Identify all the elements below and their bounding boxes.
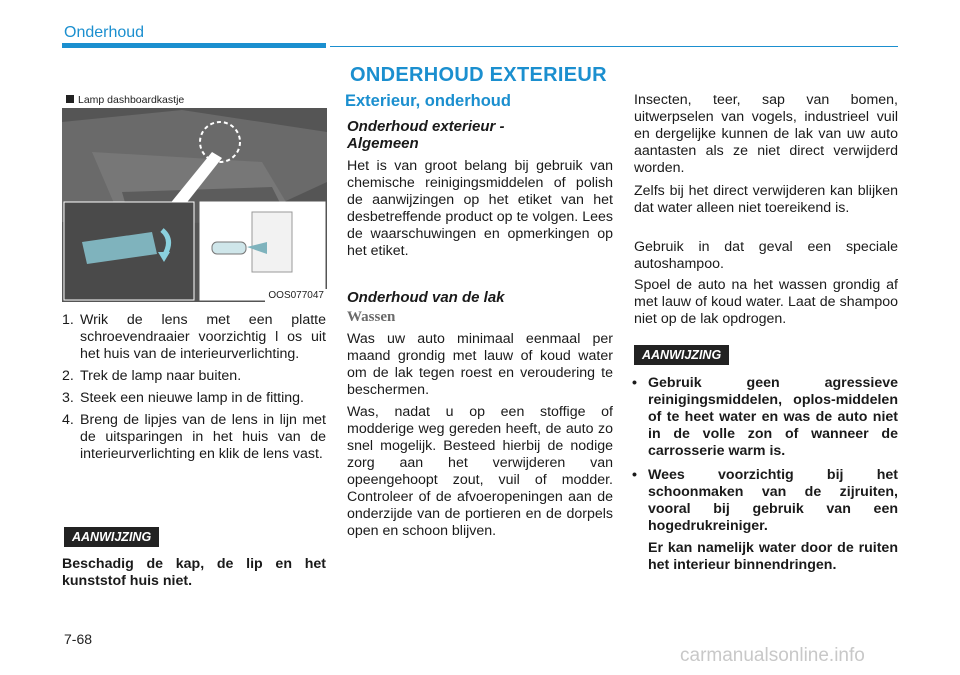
caption-text: Lamp dashboardkastje (78, 94, 185, 106)
paragraph-wash-1: Was uw auto minimaal eenmaal per maand grondig met lauw of koud water om de lak tegen roest en veroudering te beschermen. (347, 331, 613, 398)
bullet-extra-text: Er kan namelijk water door de ruiten het interieur binnendringen. (648, 540, 898, 573)
paragraph-general: Het is van groot belang bij gebruik van chemische reinigingsmiddelen of polish de aanwijzingen op het etiket van het desbetreffende product op te volgen. Lees de waarschuwingen en opmerkingen op het etiket. (347, 158, 613, 259)
caption-square-icon (66, 95, 74, 103)
step-item (62, 412, 326, 463)
step-item (62, 312, 326, 363)
figure-caption (62, 92, 327, 108)
step-text: Trek de lamp naar buiten. (80, 368, 242, 384)
step-number: 1. (62, 312, 74, 328)
step-number: 4. (62, 412, 74, 428)
bullet-dot: • (632, 375, 637, 391)
glovebox-lamp-figure (62, 92, 327, 302)
paragraph-insects: Insecten, teer, sap van bomen, uitwerpselen van vogels, industrieel vuil en dergelijke kunnen de lak van uw auto aantasten als ze niet direct verwijderd worden. (634, 92, 898, 176)
bullet-text: Wees voorzichtig bij het schoonmaken van de zijruiten, vooral bij gebruik van een hogedrukreiniger. (648, 467, 898, 534)
bullet-text: Gebruik geen agressieve reinigingsmiddelen, oplos-middelen of te heet water en was de auto niet in de volle zon of wanneer de carrosserie warm is. (648, 375, 898, 459)
replacement-steps (62, 312, 326, 468)
step-item (62, 368, 326, 385)
watermark: carmanualsonline.info (680, 645, 865, 666)
notice-bullets (632, 375, 898, 581)
heading-paint: Onderhoud van de lak (347, 289, 505, 306)
notice-badge-left: AANWIJZING (64, 527, 159, 547)
section-title: Onderhoud (64, 24, 145, 41)
header-rule-thin (330, 46, 898, 47)
figure-code: OOS077047 (265, 289, 327, 302)
step-number: 2. (62, 368, 74, 384)
heading-general: Onderhoud exterieur - Algemeen (347, 118, 505, 152)
paragraph-water-alone: Zelfs bij het direct verwijderen kan blijken dat water alleen niet toereikend is. (634, 183, 898, 216)
header-rule-thick (62, 43, 326, 48)
bullet-item (632, 375, 898, 460)
bullet-dot: • (632, 467, 637, 483)
step-item (62, 390, 326, 407)
paragraph-rinse: Spoel de auto na het wassen grondig af met lauw of koud water. Laat de shampoo niet op de lak opdrogen. (634, 277, 898, 327)
paragraph-wash-2: Was, nadat u op een stoffige of modderige weg gereden heeft, de auto zo snel mogelijk. Besteed hierbij de nodige zorg aan het verwijderen van opeengehoopt zout, vuil of modder. Controleer of de afvoeropeningen aan de onderzijde van de portieren en de dorpels open en schoon blijven. (347, 404, 613, 539)
glovebox-illustration (62, 92, 327, 302)
subtitle: Exterieur, onderhoud (345, 92, 511, 110)
main-title: ONDERHOUD EXTERIEUR (350, 64, 607, 86)
heading-washing: Wassen (347, 309, 396, 325)
notice-badge-right: AANWIJZING (634, 345, 729, 365)
page-number: 7-68 (64, 631, 93, 647)
paragraph-shampoo: Gebruik in dat geval een speciale autoshampoo. (634, 239, 898, 272)
step-text: Wrik de lens met een platte schroevendraaier voorzichtig l os uit het huis van de interieurverlichting. (80, 312, 326, 362)
bullet-item (632, 467, 898, 574)
notice-text-left: Beschadig de kap, de lip en het kunststof huis niet. (62, 556, 326, 589)
step-text: Steek een nieuwe lamp in de fitting. (80, 390, 304, 406)
step-text: Breng de lipjes van de lens in lijn met de uitsparingen in het huis van de interieurverlichting en klik de lens vast. (80, 412, 326, 462)
step-number: 3. (62, 390, 74, 406)
